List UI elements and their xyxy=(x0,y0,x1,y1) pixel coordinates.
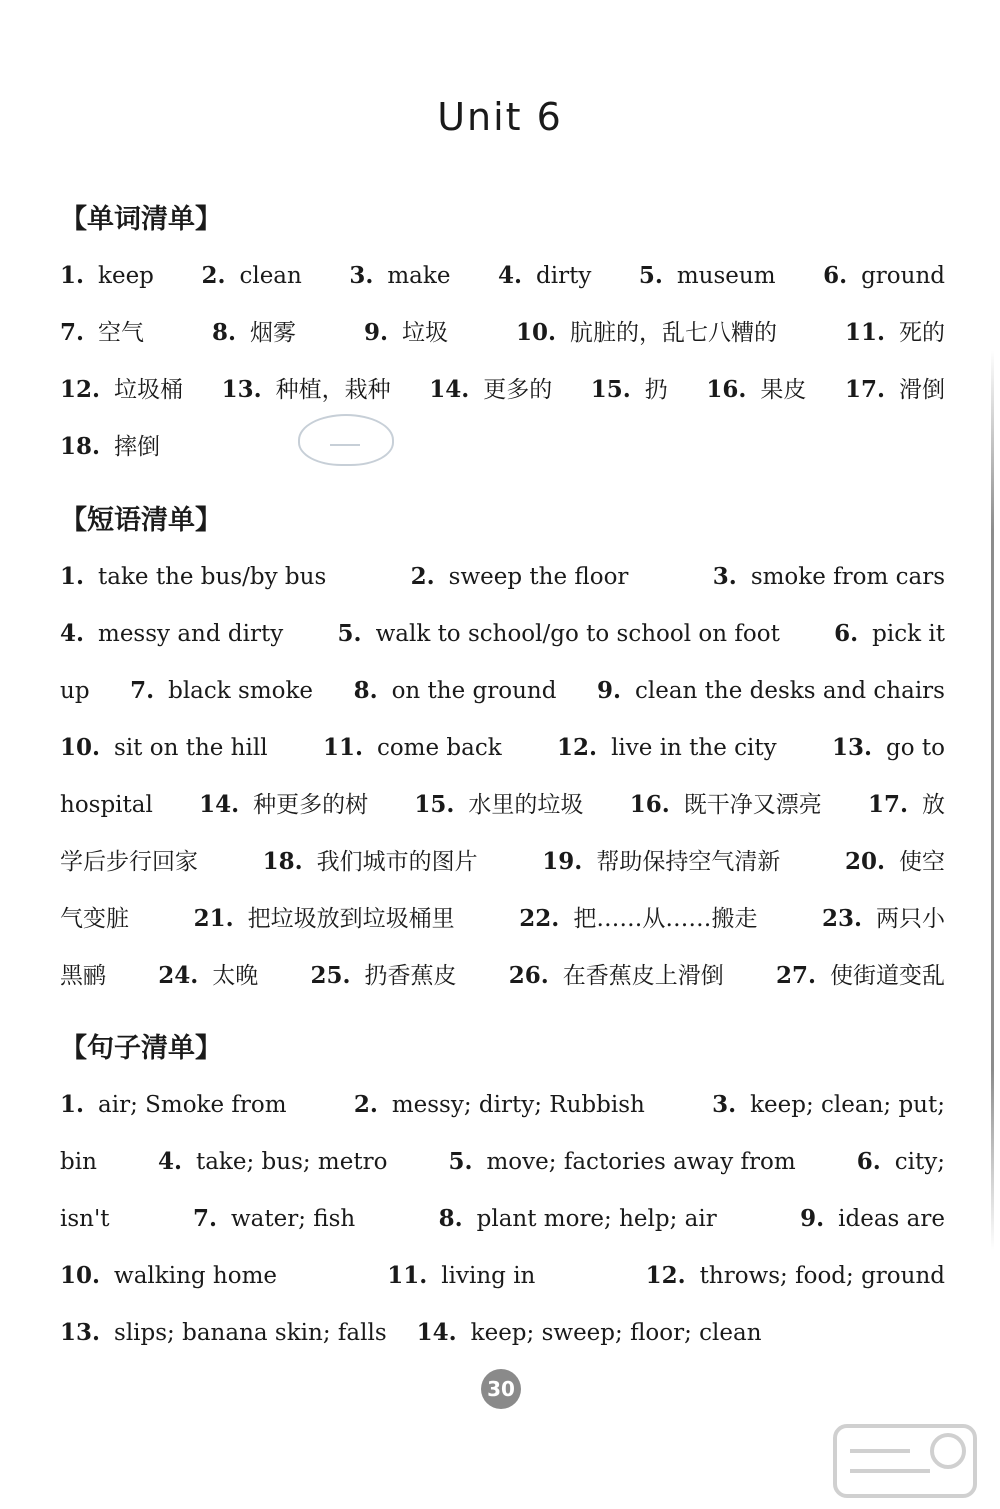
item-text: 种更多的树 xyxy=(253,792,369,818)
list-item xyxy=(713,559,945,616)
list-item xyxy=(706,372,806,429)
text-line xyxy=(60,616,945,673)
list-item xyxy=(263,844,478,901)
item-number: 4. xyxy=(497,262,522,289)
list-item xyxy=(60,1087,287,1144)
item-text: 垃圾桶 xyxy=(114,377,184,403)
item-text: ideas are xyxy=(838,1206,945,1232)
item-text: 更多的 xyxy=(483,377,553,403)
item-text: 摔倒 xyxy=(114,434,161,460)
list-item xyxy=(60,1258,277,1315)
item-text: black smoke xyxy=(168,678,314,704)
text-line xyxy=(60,787,945,844)
item-text: live in the city xyxy=(611,735,777,761)
item-text: 滑倒 xyxy=(898,377,945,403)
list-item xyxy=(60,1315,387,1372)
text-line xyxy=(60,1087,945,1144)
item-text: 使空 xyxy=(898,849,945,875)
list-item xyxy=(832,730,945,787)
item-number: 18. xyxy=(60,433,101,460)
item-number: 12. xyxy=(557,734,598,761)
list-item xyxy=(158,1144,387,1201)
item-text: keep; clean; put; xyxy=(750,1092,945,1118)
item-text: on the ground xyxy=(391,678,557,704)
list-item xyxy=(354,1087,645,1144)
list-item xyxy=(387,1258,535,1315)
item-text: 烟雾 xyxy=(250,320,296,346)
phrase-list-section xyxy=(60,501,945,1015)
item-number: 3. xyxy=(712,563,737,590)
text-line xyxy=(60,844,945,901)
list-item xyxy=(60,730,268,787)
item-number: 17. xyxy=(844,376,885,403)
item-text: messy; dirty; Rubbish xyxy=(391,1092,645,1118)
item-text: 扔 xyxy=(644,377,668,403)
item-text: water; fish xyxy=(230,1206,356,1232)
list-item xyxy=(800,1201,945,1258)
list-item xyxy=(60,844,198,901)
list-item xyxy=(414,787,583,844)
section-heading: 【句子清单】 xyxy=(60,1033,222,1064)
item-number: 6. xyxy=(834,620,859,647)
item-number: 5. xyxy=(448,1148,473,1175)
corner-logo-watermark xyxy=(830,1421,980,1501)
list-item xyxy=(60,429,160,486)
item-text: 垃圾 xyxy=(401,320,448,346)
item-text: walking home xyxy=(114,1263,277,1289)
item-number: 17. xyxy=(867,791,908,818)
item-text: dirty xyxy=(536,263,592,289)
text-line xyxy=(60,1144,945,1201)
item-number: 15. xyxy=(414,791,455,818)
item-number: 11. xyxy=(322,734,363,761)
list-item xyxy=(338,616,780,673)
item-text: throws; food; ground xyxy=(699,1263,945,1289)
text-line xyxy=(60,958,945,1015)
item-number: 11. xyxy=(387,1262,428,1289)
list-item xyxy=(519,901,757,958)
item-number: 16. xyxy=(629,791,670,818)
item-text: 把垃圾放到垃圾桶里 xyxy=(247,906,455,932)
item-number: 18. xyxy=(262,848,303,875)
item-text: 太晚 xyxy=(212,963,259,989)
list-item xyxy=(323,730,502,787)
item-number: 2. xyxy=(353,1091,378,1118)
list-item xyxy=(448,1144,795,1201)
item-text: isn't xyxy=(60,1206,110,1232)
list-item xyxy=(60,1201,110,1258)
list-item xyxy=(712,1087,945,1144)
item-number: 8. xyxy=(438,1205,463,1232)
item-number: 9. xyxy=(363,319,388,346)
list-item xyxy=(823,258,945,315)
text-line xyxy=(60,372,945,429)
list-item xyxy=(868,787,945,844)
item-text: 死的 xyxy=(898,320,945,346)
text-line xyxy=(60,559,945,616)
text-line xyxy=(60,1315,945,1372)
sentence-list-lines xyxy=(60,1087,945,1372)
item-number: 12. xyxy=(60,376,101,403)
item-number: 5. xyxy=(638,262,663,289)
item-number: 10. xyxy=(515,319,556,346)
list-item xyxy=(199,787,368,844)
list-item xyxy=(498,258,591,315)
page-binding-edge xyxy=(991,350,994,1250)
item-text: 空气 xyxy=(98,320,145,346)
item-number: 22. xyxy=(519,905,560,932)
item-text: take the bus/by bus xyxy=(98,564,327,590)
item-number: 16. xyxy=(706,376,747,403)
item-number: 6. xyxy=(856,1148,881,1175)
text-line xyxy=(60,429,945,486)
item-text: 水里的垃圾 xyxy=(468,792,584,818)
item-number: 26. xyxy=(508,962,549,989)
item-text: living in xyxy=(441,1263,536,1289)
list-item xyxy=(822,901,945,958)
item-number: 23. xyxy=(821,905,862,932)
item-number: 7. xyxy=(60,319,85,346)
list-item xyxy=(364,315,448,372)
list-item xyxy=(201,258,301,315)
item-number: 14. xyxy=(429,376,470,403)
item-number: 9. xyxy=(800,1205,825,1232)
section-heading: 【短语清单】 xyxy=(60,505,222,536)
text-line xyxy=(60,730,945,787)
item-number: 13. xyxy=(832,734,873,761)
word-list-lines xyxy=(60,258,945,486)
list-item xyxy=(639,258,776,315)
item-text: 放 xyxy=(921,792,945,818)
list-item xyxy=(439,1201,717,1258)
list-item xyxy=(60,901,129,958)
item-text: smoke from cars xyxy=(750,564,945,590)
list-item xyxy=(411,559,629,616)
item-text: pick it xyxy=(872,621,945,647)
list-item xyxy=(354,673,557,730)
section-heading: 【单词清单】 xyxy=(60,204,222,235)
item-number: 2. xyxy=(201,262,226,289)
item-text: keep; sweep; floor; clean xyxy=(470,1320,762,1346)
list-item xyxy=(60,958,106,1015)
item-text: sit on the hill xyxy=(114,735,268,761)
item-number: 8. xyxy=(211,319,236,346)
item-number: 21. xyxy=(193,905,234,932)
item-text: 使街道变乱 xyxy=(830,963,945,989)
item-text: 学后步行回家 xyxy=(60,849,198,875)
text-line xyxy=(60,1201,945,1258)
item-number: 1. xyxy=(60,1091,85,1118)
item-text: sweep the floor xyxy=(448,564,629,590)
text-line xyxy=(60,315,945,372)
item-number: 25. xyxy=(310,962,351,989)
list-item xyxy=(646,1258,945,1315)
item-text: move; factories away from xyxy=(486,1149,796,1175)
item-text: city; xyxy=(894,1149,945,1175)
list-item xyxy=(630,787,822,844)
item-text: clean the desks and chairs xyxy=(635,678,945,704)
list-item xyxy=(60,559,326,616)
item-text: 在香蕉皮上滑倒 xyxy=(562,963,724,989)
list-item xyxy=(130,673,313,730)
list-item xyxy=(60,787,153,844)
list-item xyxy=(60,673,90,730)
item-text: bin xyxy=(60,1149,97,1175)
item-number: 8. xyxy=(353,677,378,704)
item-text: go to xyxy=(886,735,945,761)
list-item xyxy=(542,844,780,901)
list-item xyxy=(212,315,296,372)
list-item xyxy=(60,258,154,315)
item-number: 5. xyxy=(337,620,362,647)
item-number: 2. xyxy=(410,563,435,590)
word-list-section xyxy=(60,200,945,486)
item-number: 4. xyxy=(60,620,85,647)
item-text: make xyxy=(387,263,451,289)
list-item xyxy=(60,372,183,429)
list-item xyxy=(857,1144,945,1201)
list-item xyxy=(349,258,450,315)
list-item xyxy=(60,1144,97,1201)
item-number: 27. xyxy=(775,962,816,989)
text-line xyxy=(60,901,945,958)
item-number: 10. xyxy=(60,1262,101,1289)
item-text: 肮脏的，乱七八糟的 xyxy=(569,320,777,346)
item-number: 14. xyxy=(416,1319,457,1346)
text-line xyxy=(60,673,945,730)
item-number: 12. xyxy=(645,1262,686,1289)
item-number: 19. xyxy=(542,848,583,875)
list-item xyxy=(776,958,945,1015)
sentence-list-section xyxy=(60,1029,945,1372)
item-text: keep xyxy=(98,263,154,289)
list-item xyxy=(834,616,945,673)
item-number: 3. xyxy=(712,1091,737,1118)
item-number: 6. xyxy=(823,262,848,289)
item-text: 果皮 xyxy=(760,377,807,403)
item-number: 4. xyxy=(157,1148,182,1175)
item-text: air; Smoke from xyxy=(98,1092,287,1118)
item-text: 黑鹂 xyxy=(60,963,106,989)
list-item xyxy=(845,372,945,429)
seal-stamp-mark xyxy=(298,414,394,466)
page-title: Unit 6 xyxy=(437,95,563,139)
item-text: slips; banana skin; falls xyxy=(114,1320,387,1346)
text-line xyxy=(60,1258,945,1315)
list-item xyxy=(429,372,552,429)
item-number: 13. xyxy=(221,376,262,403)
item-text: 种植，栽种 xyxy=(275,377,391,403)
item-text: clean xyxy=(239,263,302,289)
item-number: 9. xyxy=(596,677,621,704)
list-item xyxy=(509,958,724,1015)
item-text: messy and dirty xyxy=(98,621,284,647)
item-text: plant more; help; air xyxy=(476,1206,717,1232)
item-number: 7. xyxy=(192,1205,217,1232)
list-item xyxy=(845,844,945,901)
list-item xyxy=(516,315,777,372)
page-number-badge: 30 xyxy=(481,1369,521,1409)
item-text: ground xyxy=(861,263,945,289)
list-item xyxy=(417,1315,762,1372)
item-number: 24. xyxy=(158,962,199,989)
phrase-list-lines xyxy=(60,559,945,1015)
item-text: 既干净又漂亮 xyxy=(683,792,822,818)
item-number: 7. xyxy=(130,677,155,704)
list-item xyxy=(557,730,777,787)
item-number: 13. xyxy=(60,1319,101,1346)
list-item xyxy=(194,901,455,958)
item-text: 把……从……搬走 xyxy=(573,906,758,932)
item-number: 20. xyxy=(844,848,885,875)
list-item xyxy=(60,616,283,673)
item-text: 我们城市的图片 xyxy=(316,849,478,875)
item-text: 帮助保持空气清新 xyxy=(596,849,781,875)
item-text: hospital xyxy=(60,792,153,818)
item-text: 气变脏 xyxy=(60,906,129,932)
item-text: walk to school/go to school on foot xyxy=(375,621,780,647)
list-item xyxy=(591,372,668,429)
item-number: 11. xyxy=(844,319,885,346)
list-item xyxy=(597,673,945,730)
item-number: 3. xyxy=(349,262,374,289)
list-item xyxy=(158,958,258,1015)
list-item xyxy=(193,1201,355,1258)
item-text: up xyxy=(60,678,90,704)
item-number: 1. xyxy=(60,262,85,289)
item-number: 15. xyxy=(590,376,631,403)
item-text: 两只小 xyxy=(875,906,945,932)
item-text: museum xyxy=(676,263,776,289)
item-text: take; bus; metro xyxy=(195,1149,388,1175)
item-text: 扔香蕉皮 xyxy=(364,963,457,989)
text-line xyxy=(60,258,945,315)
item-number: 1. xyxy=(60,563,85,590)
item-text: come back xyxy=(376,735,502,761)
item-number: 10. xyxy=(60,734,101,761)
list-item xyxy=(310,958,456,1015)
list-item xyxy=(60,315,144,372)
item-number: 14. xyxy=(199,791,240,818)
list-item xyxy=(845,315,945,372)
